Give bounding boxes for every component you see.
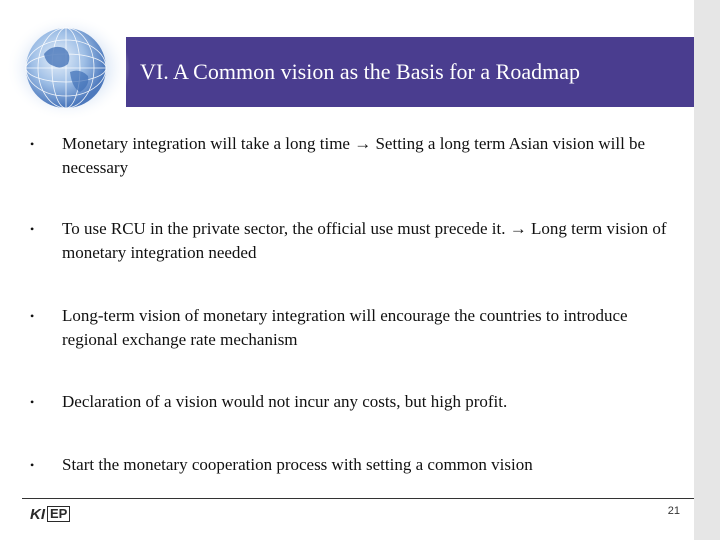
slide-title: VI. A Common vision as the Basis for a Roadmap: [140, 59, 580, 84]
bullet-text: Long-term vision of monetary integration will encourage the countries to introduce regional exchange rate mechanism: [62, 306, 628, 349]
list-item: [22, 217, 682, 265]
globe-icon: [6, 14, 130, 120]
side-strip: [694, 0, 720, 540]
footer-divider: [22, 498, 694, 499]
bullet-text: Monetary integration will take a long time → Setting a long term Asian vision will be necessary: [62, 134, 646, 177]
bullet-marker: •: [30, 395, 35, 409]
logo-ki: KI: [30, 505, 45, 523]
kiep-logo: [30, 505, 70, 523]
bullet-text: Declaration of a vision would not incur any costs, but high profit.: [62, 392, 508, 411]
bullet-marker: •: [30, 309, 35, 323]
bullet-marker: •: [30, 458, 35, 472]
logo-ep: EP: [47, 506, 70, 522]
list-item: [22, 304, 682, 352]
bullet-marker: •: [30, 222, 35, 236]
bullet-text: Start the monetary cooperation process with setting a common vision: [62, 455, 533, 474]
list-item: [22, 132, 682, 180]
bullet-text: To use RCU in the private sector, the official use must precede it. → Long term vision of monetary integration needed: [62, 219, 667, 262]
title-bar: [126, 37, 694, 107]
bullet-marker: •: [30, 137, 35, 151]
page-number: 21: [667, 505, 680, 517]
list-item: [22, 390, 682, 414]
list-item: [22, 453, 682, 477]
